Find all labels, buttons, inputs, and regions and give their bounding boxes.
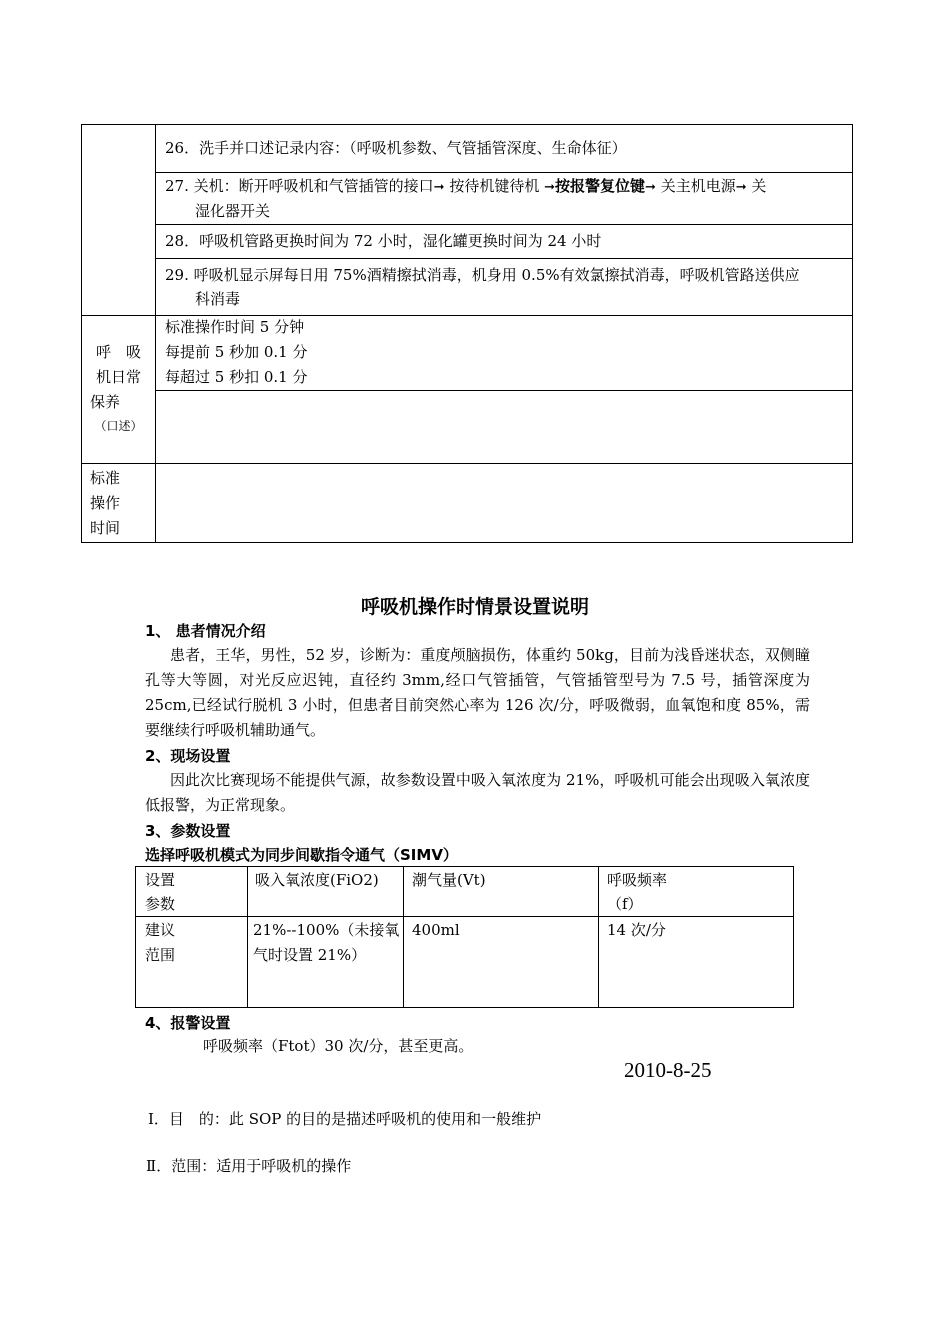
time-label-1: 标准	[90, 469, 121, 487]
time-value-cell	[155, 463, 853, 543]
header-setting-1: 设置	[145, 871, 176, 889]
header-rate-1: 呼吸频率	[607, 871, 668, 889]
header-vt: 潮气量(Vt)	[412, 871, 486, 889]
section-1-heading: 1、 患者情况介绍	[145, 622, 266, 640]
section-2-heading: 2、现场设置	[145, 747, 231, 765]
procedure-table	[81, 124, 853, 543]
section-2-paragraph: 因此次比赛现场不能提供气源，故参数设置中吸入氧浓度为 21%，呼吸机可能会出现吸入氧浓度低报警，为正常现象。	[145, 771, 810, 814]
section-4-paragraph: 呼吸频率（Ftot）30 次/分，甚至更高。	[203, 1037, 474, 1055]
section-3-heading: 3、参数设置	[145, 822, 231, 840]
maintenance-label-3: 保养	[90, 393, 121, 411]
step-27-line1	[165, 174, 766, 200]
header-rate-2: （f）	[607, 895, 643, 913]
arrow-icon: ➞	[433, 180, 445, 195]
step-27-part-power-off: 关主机电源	[660, 177, 736, 195]
sop-scope: Ⅱ．范围：适用于呼吸机的操作	[146, 1157, 352, 1175]
arrow-icon: ➞	[645, 180, 656, 195]
step-26-text: 26．洗手并口述记录内容：（呼吸机参数、气管插管深度、生命体征）	[165, 139, 627, 157]
scenario-title: 呼吸机操作时情景设置说明	[360, 596, 589, 618]
time-label-3: 时间	[90, 519, 121, 537]
maintenance-label-2: 机日常	[95, 368, 141, 386]
section-3-subheading: 选择呼吸机模式为同步间歇指令通气（SIMV）	[145, 846, 458, 864]
blank-label-cell	[81, 124, 156, 316]
document-date: 2010-8-25	[624, 1058, 712, 1082]
row-fio2-1: 21%--100%（未接氧	[253, 921, 400, 939]
maintenance-label-1: 呼 吸	[95, 343, 141, 361]
row-range-1: 建议	[145, 921, 176, 939]
step-28-text: 28．呼吸机管路更换时间为 72 小时，湿化罐更换时间为 24 小时	[165, 232, 602, 250]
row-fio2-2: 气时设置 21%）	[253, 946, 367, 964]
header-fio2: 吸入氧浓度(FiO2)	[255, 871, 379, 889]
row-range-2: 范围	[145, 946, 176, 964]
row-rate: 14 次/分	[607, 921, 666, 939]
row-vt: 400ml	[412, 921, 460, 939]
section-4-heading: 4、报警设置	[145, 1014, 231, 1032]
arrow-icon: ➞	[544, 180, 556, 195]
empty-cell	[155, 390, 853, 464]
step-29-line1: 29. 呼吸机显示屏每日用 75%酒精擦拭消毒，机身用 0.5%有效氯擦拭消毒，呼吸机管路送供应	[165, 266, 800, 284]
section-1-paragraph: 患者，王华，男性，52 岁，诊断为：重度颅脑损伤，体重约 50kg，目前为浅昏迷状态，双侧瞳孔等大等圆，对光反应迟钝，直径约 3mm,经口气管插管，气管插管型号为 7.5 号，插管深度为 25cm,已经试行脱机 3 小时，但患者目前突然心率为 126 次/分，呼吸微弱，血氧饱和度 85%，需要继续行呼吸机辅助通气。	[145, 646, 810, 739]
step-27-part-disconnect: 27. 关机：断开呼吸机和气管插管的接口	[165, 177, 434, 195]
sop-purpose: Ⅰ．目 的：此 SOP 的目的是描述呼吸机的使用和一般维护	[148, 1110, 542, 1128]
step-27-part-alarm-reset: 按报警复位键	[555, 177, 646, 195]
step-27-part-close: 关	[751, 177, 767, 195]
arrow-icon: ➞	[735, 180, 747, 195]
header-setting-2: 参数	[145, 895, 176, 913]
step-27-line2: 湿化器开关	[195, 202, 271, 220]
step-27-part-standby: 按待机键待机	[449, 177, 540, 195]
scoring-line-3: 每超过 5 秒扣 0.1 分	[165, 368, 308, 386]
step-29-line2: 科消毒	[195, 290, 241, 308]
scoring-line-1: 标准操作时间 5 分钟	[165, 318, 305, 336]
maintenance-label-4: （口述）	[94, 419, 143, 433]
parameter-table	[135, 866, 794, 1008]
scoring-line-2: 每提前 5 秒加 0.1 分	[165, 343, 308, 361]
time-label-2: 操作	[90, 494, 121, 512]
